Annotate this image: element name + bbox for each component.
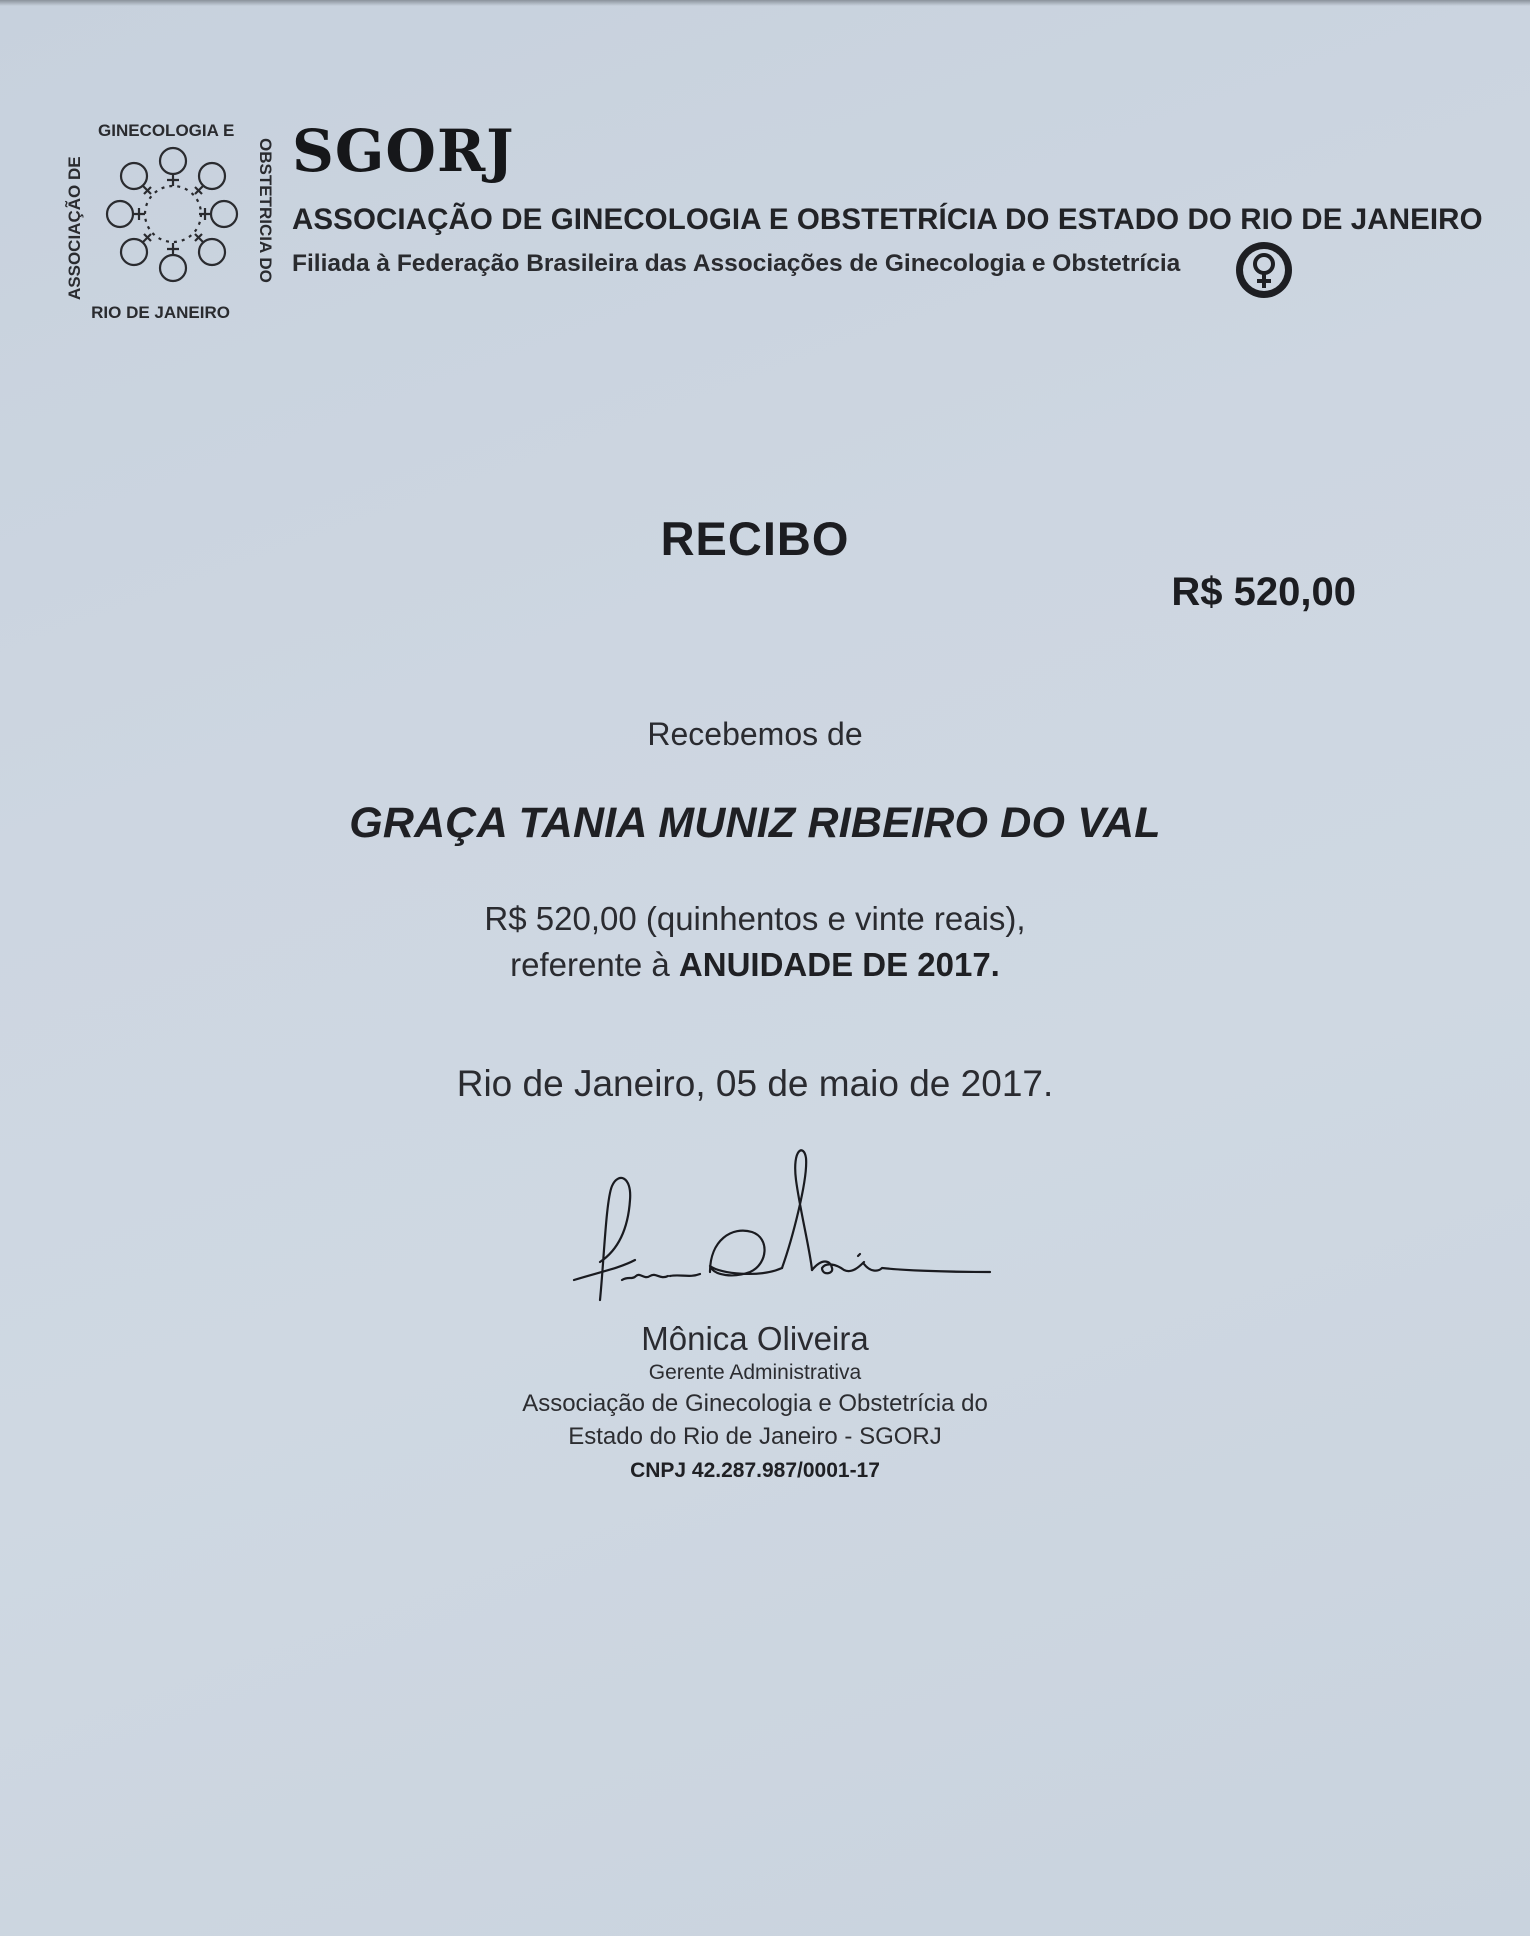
interlocked-venus-mars-ring-icon — [107, 148, 237, 281]
signer-name: Mônica Oliveira — [641, 1320, 869, 1357]
febrasgo-venus-logo-icon — [1232, 238, 1296, 302]
cnpj: CNPJ 42.287.987/0001-17 — [630, 1459, 880, 1482]
amount-in-words: R$ 520,00 (quinhentos e vinte reais), — [484, 900, 1026, 937]
signer-org-line-1: Associação de Ginecologia e Obstetrícia do — [522, 1390, 988, 1417]
org-affiliation: Filiada à Federação Brasileira das Associações de Ginecologia e Obstetrícia — [292, 250, 1181, 277]
signer-role: Gerente Administrativa — [648, 1361, 862, 1384]
org-abbreviation: SGORJ — [292, 117, 515, 185]
signer-org-line-2: Estado do Rio de Janeiro - SGORJ — [568, 1423, 942, 1450]
org-full-name: ASSOCIAÇÃO DE GINECOLOGIA E OBSTETRÍCIA DO ESTADO DO RIO DE JANEIRO — [292, 203, 1483, 236]
sgorj-seal-logo — [64, 114, 282, 322]
seal-bottom-text: RIO DE JANEIRO — [91, 303, 230, 322]
seal-top-text: GINECOLOGIA E — [98, 121, 235, 140]
reference-line — [200, 948, 1310, 981]
place-date: Rio de Janeiro, 05 de maio de 2017. — [456, 1063, 1054, 1104]
payer-name: GRAÇA TANIA MUNIZ RIBEIRO DO VAL — [349, 799, 1161, 847]
seal-left-text: ASSOCIAÇÃO DE — [65, 156, 84, 300]
paper-top-edge — [0, 0, 1530, 6]
receipt-title: RECIBO — [660, 512, 850, 565]
reference-prefix: referente à — [510, 946, 670, 983]
received-from-label: Recebemos de — [647, 716, 863, 752]
reference-item: ANUIDADE DE 2017. — [678, 946, 1000, 983]
seal-right-text: OBSTETRICIA DO — [256, 138, 275, 283]
handwritten-signature — [560, 1140, 1000, 1320]
receipt-amount: R$ 520,00 — [1171, 570, 1356, 614]
